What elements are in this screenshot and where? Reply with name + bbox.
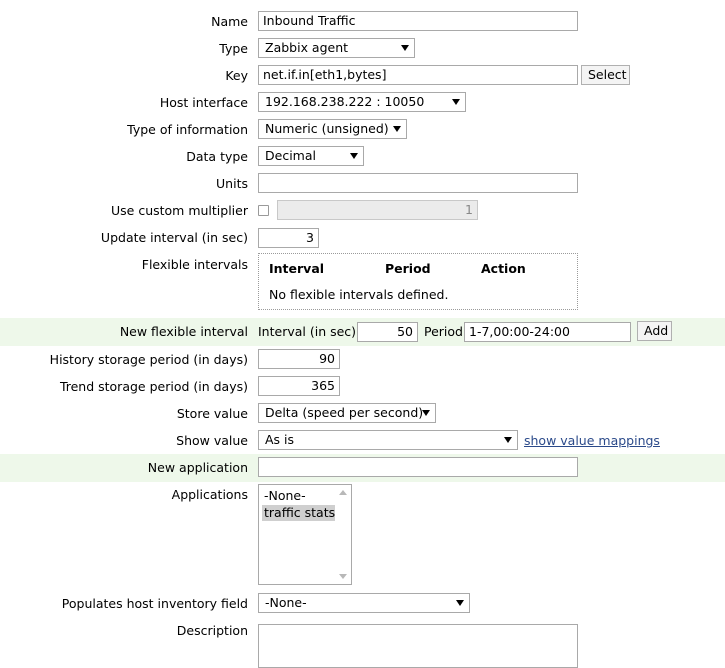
type-of-information-row: [0, 116, 725, 144]
applications-listbox[interactable]: [258, 484, 352, 585]
trend-row: [0, 373, 725, 401]
store-value-select[interactable]: [258, 403, 436, 423]
key-row: [0, 62, 725, 90]
type-label: Type: [219, 41, 248, 56]
interval-label: Interval (in sec): [258, 324, 357, 339]
store-value-label: Store value: [176, 406, 248, 421]
key-select-button[interactable]: Select: [581, 65, 630, 85]
host-interface-label: Host interface: [159, 95, 248, 110]
type-of-information-select[interactable]: [258, 119, 407, 139]
data-type-label: Data type: [186, 149, 248, 164]
host-interface-row: [0, 89, 725, 117]
applications-label: Applications: [171, 487, 248, 502]
description-row: [0, 617, 725, 665]
host-interface-value: 192.168.238.222 : 10050: [265, 94, 425, 109]
new-flexible-interval-label: New flexible interval: [119, 324, 248, 339]
flexible-intervals-label: Flexible intervals: [141, 257, 248, 272]
empty-state-text: No flexible intervals defined.: [269, 287, 449, 302]
store-value-value: Delta (speed per second): [265, 405, 424, 420]
trend-input[interactable]: 365: [258, 376, 340, 396]
inventory-field-row: [0, 590, 725, 618]
type-of-information-value: Numeric (unsigned): [265, 121, 389, 136]
chevron-down-icon: [350, 153, 358, 159]
show-value-mappings-link[interactable]: show value mappings: [524, 433, 660, 448]
application-option[interactable]: -None-: [264, 488, 306, 503]
chevron-down-icon: [422, 410, 430, 416]
update-interval-label: Update interval (in sec): [100, 230, 248, 245]
data-type-value: Decimal: [265, 148, 316, 163]
column-header-period: Period: [385, 261, 431, 276]
show-value-label: Show value: [176, 433, 248, 448]
inventory-field-value: -None-: [265, 595, 307, 610]
new-application-label: New application: [147, 460, 248, 475]
history-input[interactable]: 90: [258, 349, 340, 369]
new-flexible-interval-row: [0, 318, 725, 346]
listbox-scrollbar[interactable]: [335, 485, 351, 584]
data-type-select[interactable]: [258, 146, 364, 166]
trend-label: Trend storage period (in days): [59, 379, 248, 394]
units-input[interactable]: [258, 173, 578, 193]
chevron-down-icon: [456, 600, 464, 606]
interval-input[interactable]: 50: [357, 322, 418, 342]
application-option-selected[interactable]: traffic stats: [264, 505, 336, 520]
history-label: History storage period (in days): [49, 352, 248, 367]
key-input[interactable]: net.if.in[eth1,bytes]: [258, 65, 578, 85]
scroll-up-arrow-icon[interactable]: [339, 490, 347, 495]
show-value-value: As is: [265, 432, 295, 447]
custom-multiplier-row: [0, 197, 725, 225]
type-row: [0, 35, 725, 63]
chevron-down-icon: [401, 45, 409, 51]
show-value-row: [0, 427, 725, 455]
flexible-intervals-row: [0, 251, 725, 315]
show-value-select[interactable]: [258, 430, 518, 450]
custom-multiplier-checkbox[interactable]: [258, 205, 269, 216]
chevron-down-icon: [393, 126, 401, 132]
update-interval-input[interactable]: 3: [258, 228, 319, 248]
data-type-row: [0, 143, 725, 171]
store-value-row: [0, 400, 725, 428]
units-row: [0, 170, 725, 198]
name-label: Name: [211, 14, 248, 29]
custom-multiplier-label: Use custom multiplier: [111, 203, 248, 218]
chevron-down-icon: [504, 437, 512, 443]
name-row: [0, 8, 725, 36]
description-label: Description: [176, 623, 248, 638]
custom-multiplier-input[interactable]: 1: [277, 200, 478, 220]
inventory-field-label: Populates host inventory field: [61, 596, 248, 611]
column-header-action: Action: [481, 261, 526, 276]
flexible-intervals-table: [258, 253, 578, 310]
host-interface-select[interactable]: [258, 92, 466, 112]
type-select-value: Zabbix agent: [265, 40, 349, 55]
key-label: Key: [225, 68, 248, 83]
add-button[interactable]: Add: [637, 321, 672, 341]
chevron-down-icon: [452, 99, 460, 105]
new-application-row: [0, 454, 725, 482]
type-of-information-label: Type of information: [127, 122, 248, 137]
name-input[interactable]: Inbound Traffic: [258, 11, 578, 31]
units-label: Units: [216, 176, 248, 191]
column-header-interval: Interval: [269, 261, 325, 276]
period-input[interactable]: 1-7,00:00-24:00: [464, 322, 631, 342]
description-textarea[interactable]: [258, 624, 578, 668]
period-label: Period: [424, 324, 463, 339]
type-select[interactable]: [258, 38, 415, 58]
applications-row: [0, 481, 725, 589]
history-row: [0, 346, 725, 374]
scroll-down-arrow-icon[interactable]: [339, 574, 347, 579]
new-application-input[interactable]: [258, 457, 578, 477]
update-interval-row: [0, 224, 725, 252]
inventory-field-select[interactable]: [258, 593, 470, 613]
